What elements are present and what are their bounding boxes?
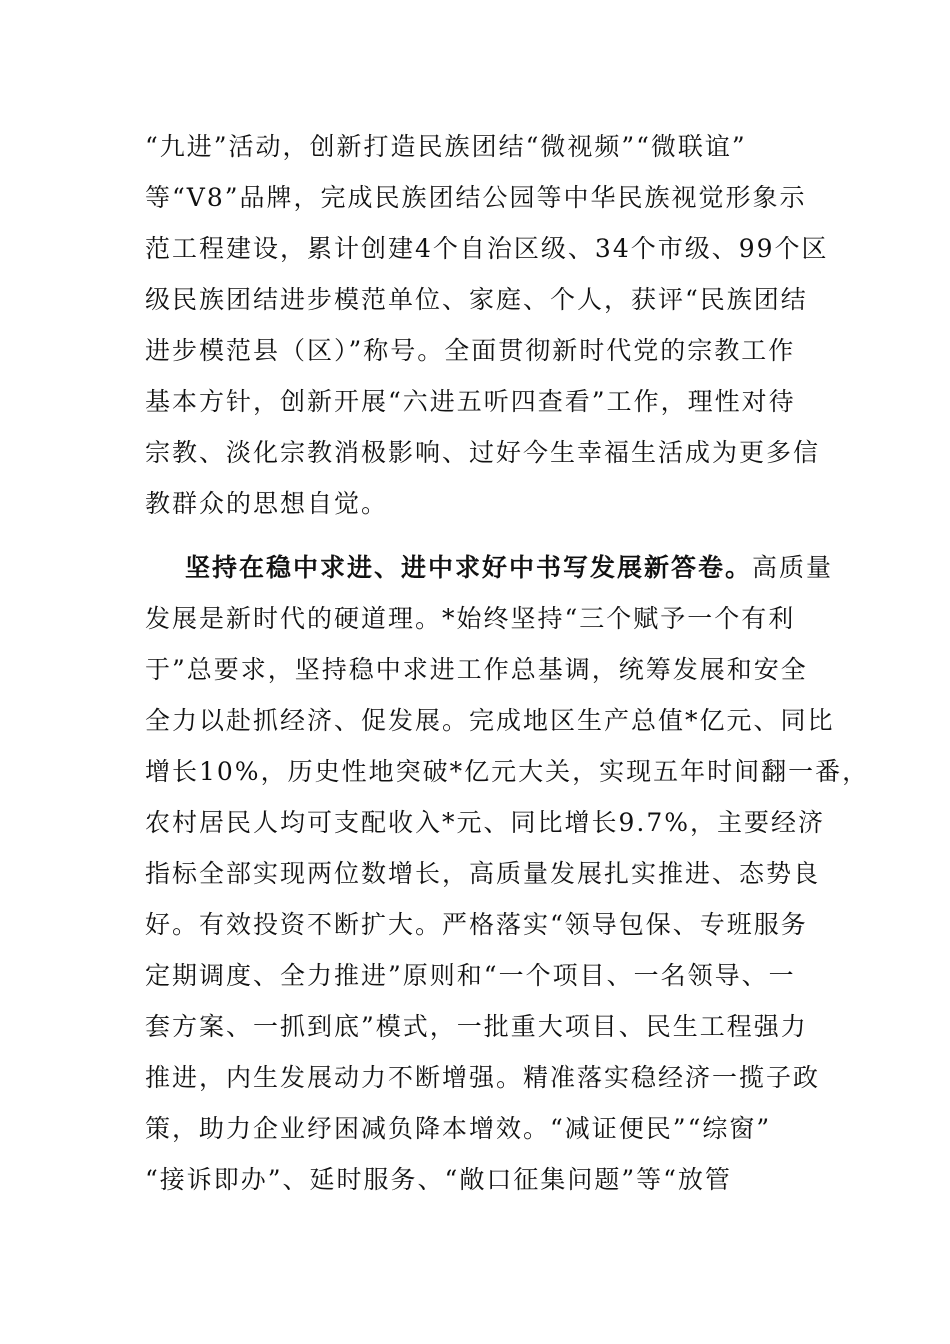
text-line: 级民族团结进步模范单位、家庭、个人，获评“民族团结 <box>145 285 808 314</box>
paragraph-gap <box>145 529 810 542</box>
text-line: 农村居民人均可支配收入*元、同比增长9.7%，主要经济 <box>145 808 826 837</box>
text-line: 教群众的思想自觉。 <box>145 489 389 518</box>
document-body <box>145 121 870 1205</box>
text-line: 好。有效投资不断扩大。严格落实“领导包保、专班服务 <box>145 910 808 939</box>
text-line: 全力以赴抓经济、促发展。完成地区生产总值*亿元、同比 <box>145 706 835 735</box>
text-line: 套方案、一抓到底”模式，一批重大项目、民生工程强力 <box>145 1012 808 1041</box>
text-line: 基本方针，创新开展“六进五听四查看”工作，理性对待 <box>145 387 796 416</box>
text-line: 增长10%，历史性地突破*亿元大关，实现五年时间翻一番， <box>145 757 870 786</box>
text-line: 推进，内生发展动力不断增强。精准落实稳经济一揽子政 <box>145 1063 821 1092</box>
paragraph-heading: 坚持在稳中求进、进中求好中书写发展新答卷。 <box>185 553 753 582</box>
text-line: 策，助力企业纾困减负降本增效。“减证便民”“综窗” <box>145 1114 772 1143</box>
paragraph-ethnic-unity <box>145 121 829 529</box>
text-line: “九进”活动，创新打造民族团结“微视频”“微联谊” <box>145 132 747 161</box>
text-line: 于”总要求，坚持稳中求进工作总基调，统筹发展和安全 <box>145 655 808 684</box>
text-line: 发展是新时代的硬道理。*始终坚持“三个赋予一个有利 <box>145 604 796 633</box>
text-line: 范工程建设，累计创建4个自治区级、34个市级、99个区 <box>145 234 829 263</box>
text-line: 进步模范县（区）”称号。全面贯彻新时代党的宗教工作 <box>145 336 796 365</box>
text-line: “接诉即办”、延时服务、“敞口征集问题”等“放管 <box>145 1165 732 1194</box>
text-line: 等“V8”品牌，完成民族团结公园等中华民族视觉形象示 <box>145 183 807 212</box>
text-line-first <box>145 542 834 593</box>
text-line: 宗教、淡化宗教消极影响、过好今生幸福生活成为更多信 <box>145 438 821 467</box>
text-line: 定期调度、全力推进”原则和“一个项目、一名领导、一 <box>145 961 796 990</box>
text-line: 指标全部实现两位数增长，高质量发展扎实推进、态势良 <box>145 859 821 888</box>
heading-tail-text: 高质量 <box>752 553 834 582</box>
paragraph-development <box>145 542 870 1205</box>
